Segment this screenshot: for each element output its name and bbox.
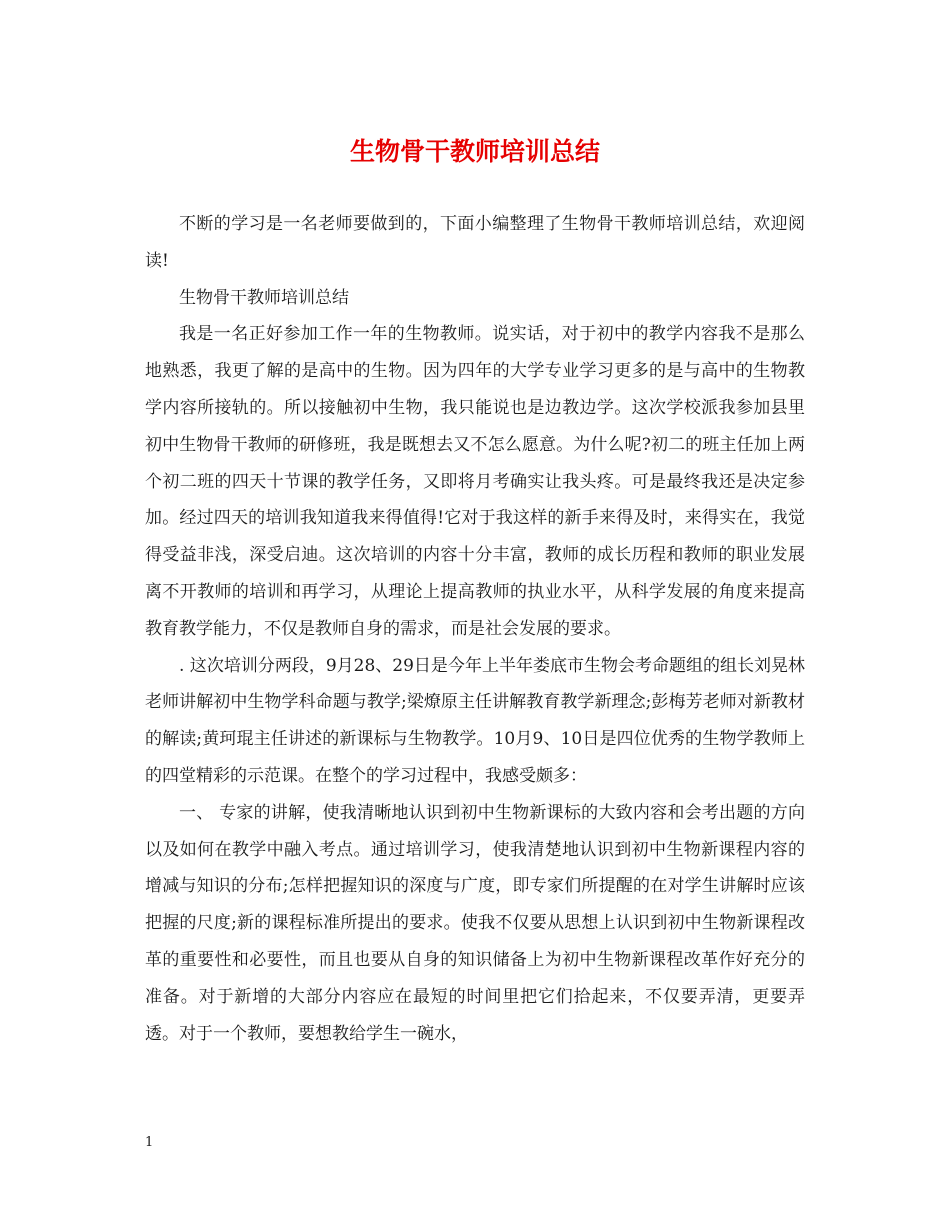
body-paragraph-3: 一、 专家的讲解，使我清晰地认识到初中生物新课标的大致内容和会考出题的方向以及如何在教学中融入考点。通过培训学习，使我清楚地认识到初中生物新课程内容的增减与知识的分布;怎样把握知识的深度与广度，即专家们所提醒的在对学生讲解时应该把握的尺度;新的课程标准所提出的要求。使我不仅要从思想上认识到初中生物新课程改革的重要性和必要性，而且也要从自身的知识储备上为初中生物新课程改革作好充分的准备。对于新增的大部分内容应在最短的时间里把它们拾起来，不仅要弄清，更要弄透。对于一个教师，要想教给学生一碗水，	[145, 802, 805, 1044]
intro-paragraph: 不断的学习是一名老师要做到的，下面小编整理了生物骨干教师培训总结，欢迎阅读!	[145, 214, 805, 271]
body-paragraph-2: . 这次培训分两段，9月28、29日是今年上半年娄底市生物会考命题组的组长刘晃林老师讲解初中生物学科命题与教学;梁燎原主任讲解教育教学新理念;彭梅芳老师对新教材的解读;黄珂琨主任讲述的新课标与生物教学。10月9、10日是四位优秀的生物学教师上的四堂精彩的示范课。在整个的学习过程中，我感受颇多：	[145, 655, 805, 786]
document-title: 生物骨干教师培训总结	[349, 137, 600, 166]
page-number: 1	[145, 1135, 154, 1150]
section-heading: 生物骨干教师培训总结	[179, 287, 349, 308]
body-paragraph-1: 我是一名正好参加工作一年的生物教师。说实话，对于初中的教学内容我不是那么地熟悉，我更了解的是高中的生物。因为四年的大学专业学习更多的是与高中的生物教学内容所接轨的。所以接触初中生物，我只能说也是边教边学。这次学校派我参加县里初中生物骨干教师的研修班，我是既想去又不怎么愿意。为什么呢?初二的班主任加上两个初二班的四天十节课的教学任务，又即将月考确实让我头疼。可是最终我还是决定参加。经过四天的培训我知道我来得值得!它对于我这样的新手来得及时，来得实在，我觉得受益非浅，深受启迪。这次培训的内容十分丰富，教师的成长历程和教师的职业发展离不开教师的培训和再学习，从理论上提高教师的执业水平，从科学发展的角度来提高教育教学能力，不仅是教师自身的需求，而是社会发展的要求。	[145, 324, 805, 639]
document-body	[145, 206, 805, 1052]
